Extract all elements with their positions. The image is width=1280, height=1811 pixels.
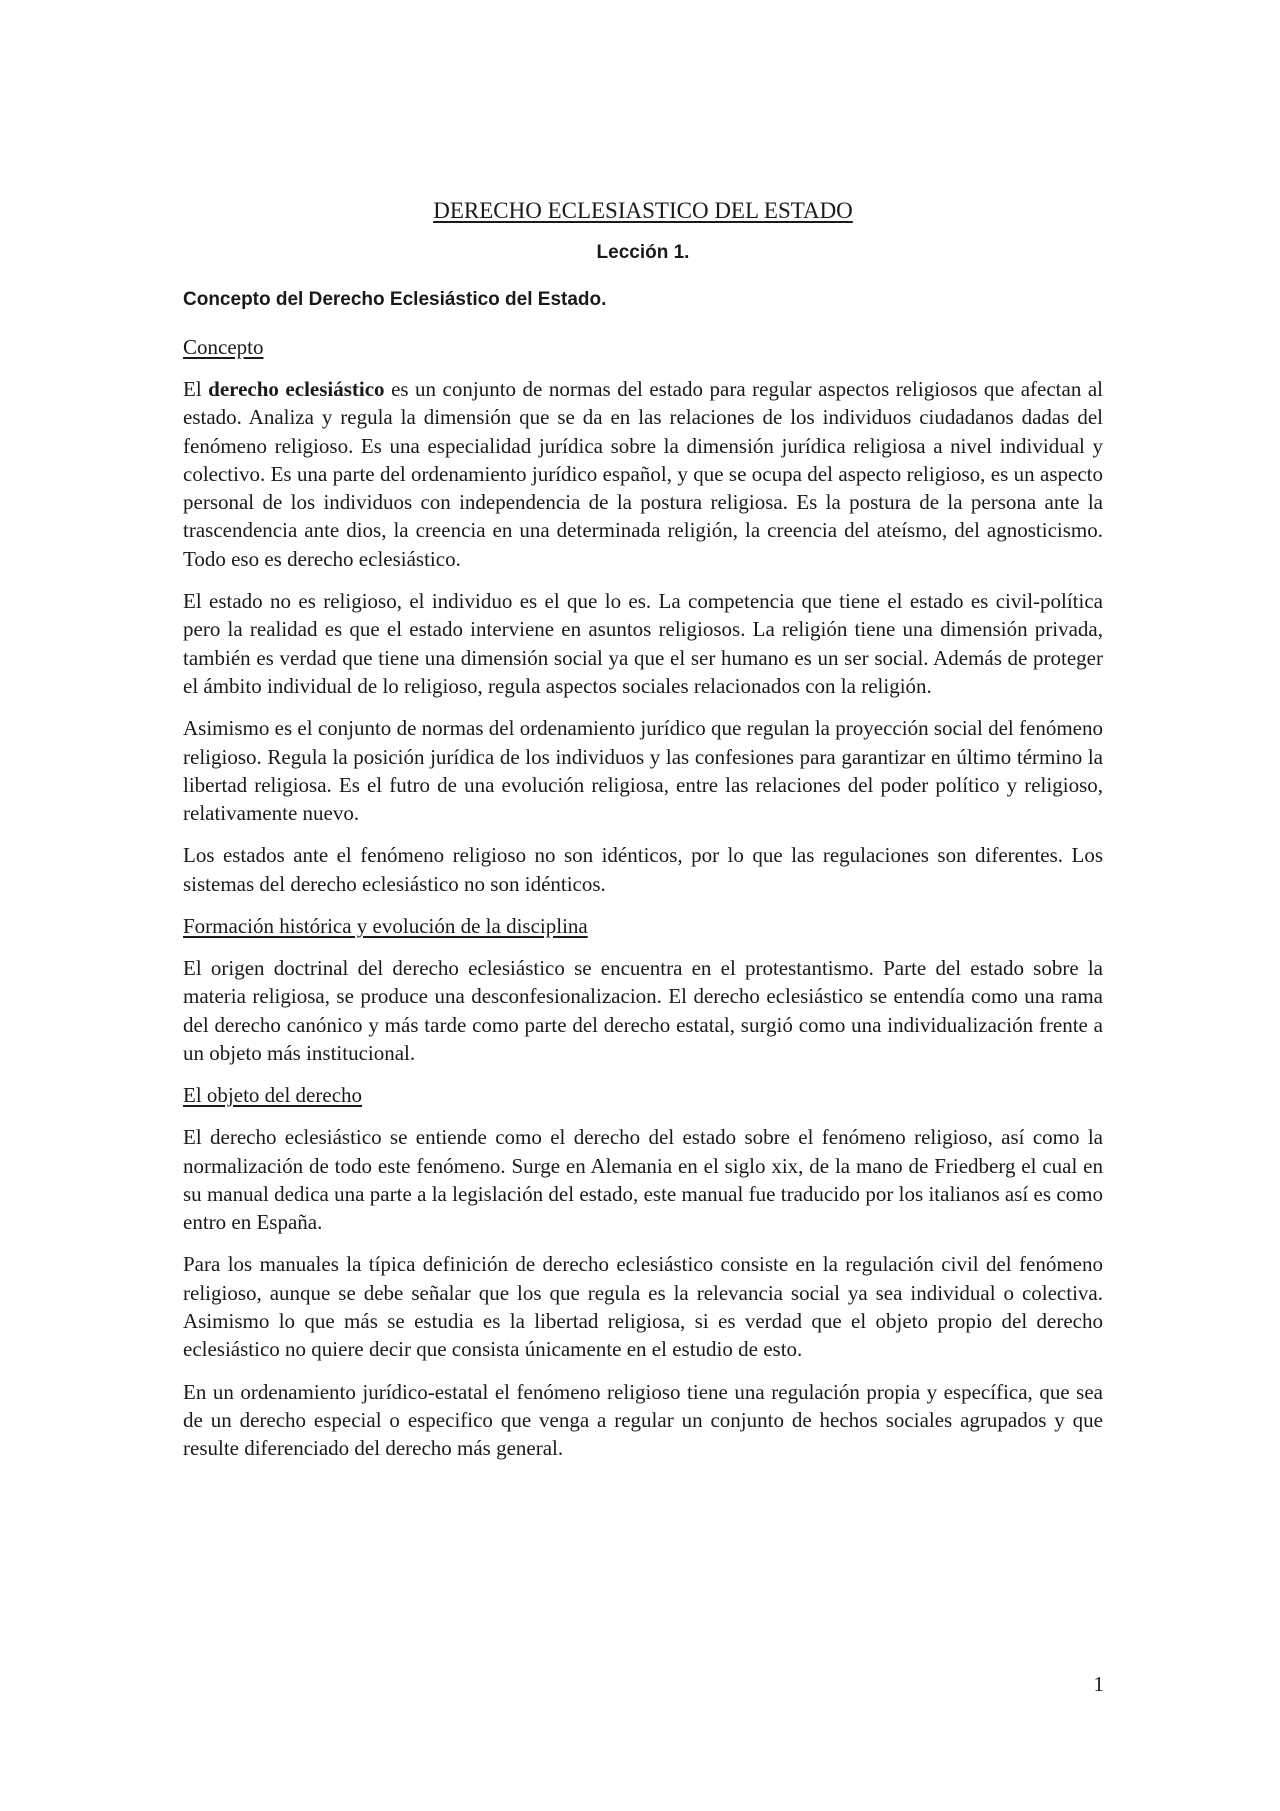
document-title: DERECHO ECLESIASTICO DEL ESTADO <box>433 198 853 223</box>
subheading-formacion: Formación histórica y evolución de la disciplina <box>183 914 588 939</box>
paragraph-2: El estado no es religioso, el individuo es el que lo es. La competencia que tiene el estado es civil-política pero la realidad es que el estado interviene en asuntos religiosos. La religión tiene una dimensión privada, también es verdad que tiene una dimensión social ya que el ser humano es un ser social. Además de proteger el ámbito individual de lo religioso, regula aspectos sociales relacionados con la religión. <box>183 589 1103 698</box>
lesson-number: Lección 1. <box>596 242 690 263</box>
paragraph-7: Para los manuales la típica definición de derecho eclesiástico consiste en la regulación civil del fenómeno religioso, aunque se debe señalar que los que regula es la relevancia social ya sea individual o colectiva. Asimismo lo que más se estudia es la libertad religiosa, si es verdad que el objeto propio del derecho eclesiástico no quiere decir que consista únicamente en el estudio de esto. <box>183 1252 1103 1362</box>
paragraph-6: El derecho eclesiástico se entiende como el derecho del estado sobre el fenómeno religioso, así como la normalización de todo este fenómeno. Surge en Alemania en el siglo xix, de la mano de Friedberg el cual en su manual dedica una parte a la legislación del estado, este manual fue traducido por los italianos así es como entro en España. <box>183 1125 1103 1235</box>
paragraph-5: El origen doctrinal del derecho eclesiástico se encuentra en el protestantismo. Parte del estado sobre la materia religiosa, se produce una desconfesionalizacion. El derecho eclesiástico se entendía como una rama del derecho canónico y más tarde como parte del derecho estatal, surgió como una individualización frente a un objeto más institucional. <box>183 956 1103 1065</box>
paragraph-4: Los estados ante el fenómeno religioso no son idénticos, por lo que las regulaciones son diferentes. Los sistemas del derecho eclesiástico no son idénticos. <box>183 843 1103 896</box>
paragraph-1-bold-term: derecho eclesiástico <box>208 377 385 401</box>
subheading-objeto: El objeto del derecho <box>183 1083 363 1108</box>
subheading-concepto: Concepto <box>183 335 264 359</box>
paragraph-1-intro: El <box>183 377 209 401</box>
paragraph-8: En un ordenamiento jurídico-estatal el fenómeno religioso tiene una regulación propia y específica, que sea de un derecho especial o especifico que venga a regular un conjunto de hechos sociales agrupados y que resulte diferenciado del derecho más general. <box>183 1379 1103 1461</box>
paragraph-1 <box>183 375 1103 573</box>
section-heading: Concepto del Derecho Eclesiástico del Estado. <box>183 289 607 310</box>
paragraph-1-rest: es un conjunto de normas del estado para regular aspectos religiosos que afectan al estado. Analiza y regula la dimensión que se da en las relaciones de los individuos ciudadanos dadas del fenómeno religioso. Es una especialidad jurídica sobre la dimensión jurídica religiosa a nivel individual y colectivo. Es una parte del ordenamiento jurídico español, y que se ocupa del aspecto religioso, es un aspecto personal de los individuos con independencia de la postura religiosa. Es la postura de la persona ante la trascendencia ante dios, la creencia en una determinada religión, la creencia del ateísmo, del agnosticismo. Todo eso es derecho eclesiástico. <box>183 377 1103 571</box>
page-number: 1 <box>1093 1672 1104 1696</box>
document-body <box>183 196 1103 1477</box>
paragraph-3: Asimismo es el conjunto de normas del ordenamiento jurídico que regulan la proyección social del fenómeno religioso. Regula la posición jurídica de los individuos y las confesiones para garantizar en último término la libertad religiosa. Es el futro de una evolución religiosa, entre las relaciones del poder político y religioso, relativamente nuevo. <box>183 716 1103 826</box>
